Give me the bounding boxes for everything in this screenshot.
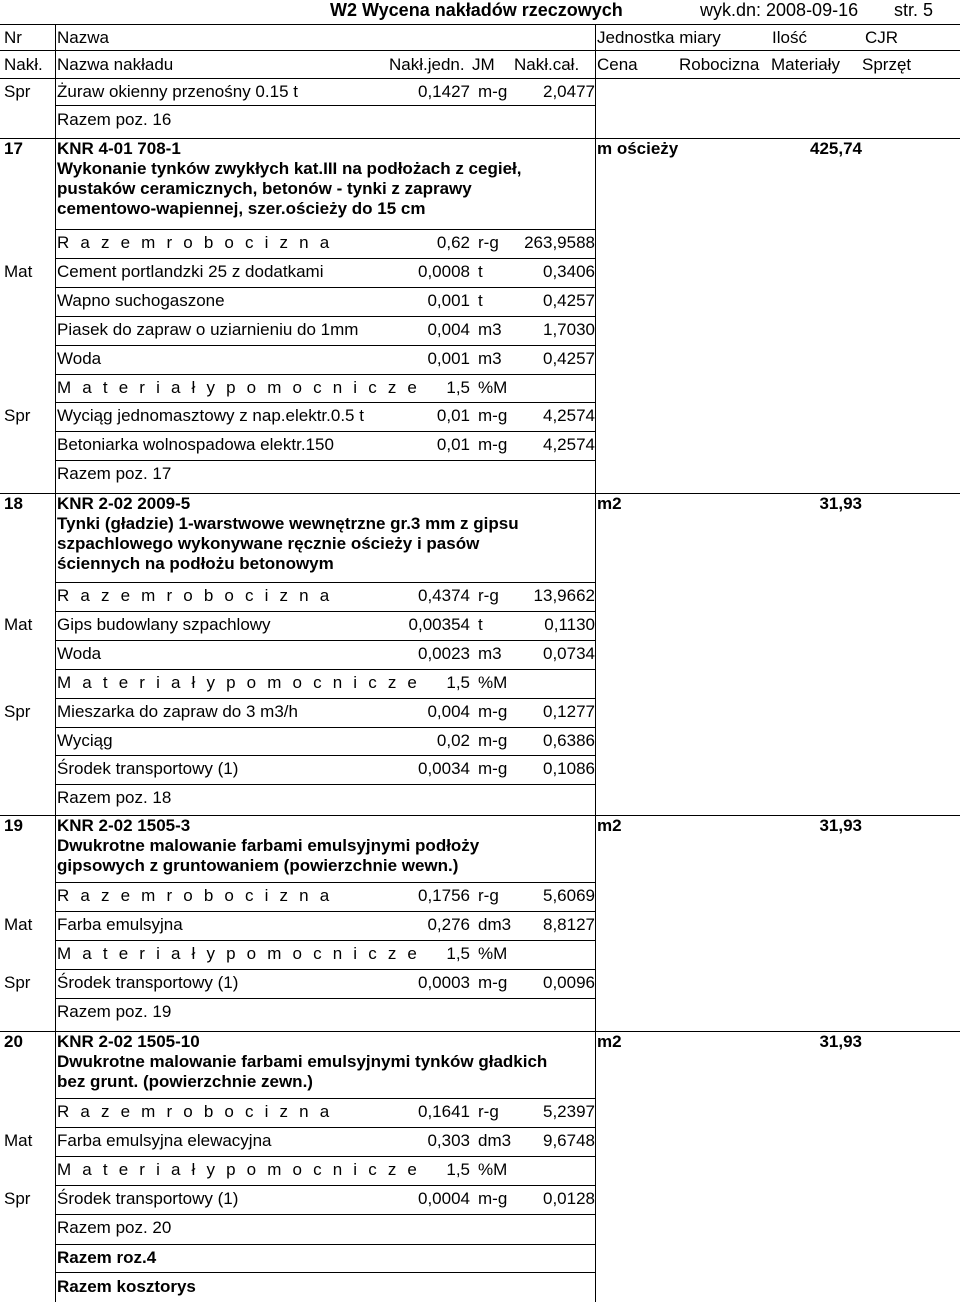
equipment-unit: m-g	[478, 759, 508, 779]
col-header-name: Nazwa	[57, 28, 109, 47]
equipment-unit: m-g	[478, 406, 508, 426]
estimate-total-label: Razem kosztorys	[57, 1277, 196, 1296]
col-header-price: Cena	[597, 55, 638, 74]
labor-unit: r-g	[478, 1102, 499, 1121]
equipment-total: 0,1086	[543, 759, 595, 779]
material-unit: t	[478, 290, 483, 310]
material-total: 0,4257	[543, 348, 595, 368]
equipment-unit: m-g	[478, 1188, 508, 1208]
auxiliary-materials-label: M a t e r i a ł y p o m o c n i c z e	[57, 1159, 421, 1179]
material-total: 9,6748	[543, 1130, 595, 1150]
material-total: 0,1130	[544, 614, 595, 634]
col-header-labor: Robocizna	[679, 55, 760, 74]
row-divider	[55, 1214, 595, 1215]
equipment-name: Betoniarka wolnospadowa elektr.150	[57, 435, 334, 455]
equipment-unit-qty: 0,004	[427, 701, 470, 721]
material-unit: m3	[478, 643, 502, 663]
row-divider	[55, 345, 595, 346]
equipment-type-label: Spr	[4, 701, 31, 721]
col-header-resource-name: Nazwa nakładu	[57, 55, 174, 74]
labor-unit: r-g	[478, 233, 499, 252]
position-number: 19	[4, 816, 23, 835]
row-divider	[55, 105, 595, 106]
labor-unit-qty: 0,62	[436, 233, 470, 252]
page-number: str. 5	[894, 0, 934, 20]
labor-unit-qty: 0,1756	[418, 886, 470, 905]
col-header-total-qty: Nakł.cał.	[514, 55, 580, 74]
header-bottom-rule	[0, 78, 960, 79]
row-divider	[55, 287, 595, 288]
position-number: 20	[4, 1032, 23, 1051]
position-description: pustaków ceramicznych, betonów - tynki z zaprawy	[57, 179, 472, 198]
row-divider	[55, 258, 595, 259]
position-sum-label: Razem poz. 16	[57, 110, 172, 129]
equipment-unit-qty: 0,01	[436, 406, 470, 426]
material-total: 1,7030	[543, 319, 595, 339]
position-description: Dwukrotne malowanie farbami emulsyjnymi podłoży	[57, 836, 480, 855]
col-header-nr: Nr	[4, 28, 22, 47]
equipment-name: Środek transportowy (1)	[57, 972, 239, 992]
equipment-unit: m-g	[478, 435, 508, 455]
equipment-total: 4,2574	[543, 406, 595, 426]
equipment-unit-qty: 0,0003	[418, 972, 470, 992]
auxiliary-materials-label: M a t e r i a ł y p o m o c n i c z e	[57, 377, 421, 397]
position-number: 18	[4, 494, 23, 513]
material-name: Farba emulsyjna	[57, 914, 183, 934]
material-total: 0,3406	[543, 261, 595, 281]
row-divider	[55, 316, 595, 317]
row-divider	[55, 611, 595, 612]
chapter-sum-label: Razem roz.4	[57, 1248, 157, 1267]
labor-unit: r-g	[478, 586, 499, 605]
equipment-unit-qty: 0,01	[436, 435, 470, 455]
equipment-type-label: Spr	[4, 82, 31, 101]
equipment-unit: m-g	[478, 972, 508, 992]
equipment-unit-qty: 0,02	[436, 730, 470, 750]
labor-total-label: R a z e m r o b o c i z n a	[57, 586, 333, 605]
material-name: Woda	[57, 643, 102, 663]
execution-date: wyk.dn: 2008-09-16	[700, 0, 859, 20]
position-catalog-code: KNR 2-02 2009-5	[57, 494, 191, 513]
equipment-unit-qty: 0,1427	[418, 82, 470, 101]
position-quantity: 31,93	[819, 1032, 862, 1051]
auxiliary-materials-unit: %M	[478, 943, 508, 963]
auxiliary-materials-unit: %M	[478, 672, 508, 692]
position-sum-label: Razem poz. 17	[57, 464, 172, 484]
auxiliary-materials-label: M a t e r i a ł y p o m o c n i c z e	[57, 672, 421, 692]
equipment-unit: m-g	[478, 730, 508, 750]
material-unit: dm3	[478, 1130, 512, 1150]
position-description: szpachlowego wykonywane ręcznie ościeży i pasów	[57, 534, 480, 553]
unit-column-divider	[595, 24, 596, 1302]
labor-total-label: R a z e m r o b o c i z n a	[57, 886, 333, 905]
row-divider	[55, 1156, 595, 1157]
equipment-name: Środek transportowy (1)	[57, 759, 239, 779]
material-unit-qty: 0,276	[427, 914, 470, 934]
material-name: Cement portlandzki 25 z dodatkami	[57, 261, 324, 281]
equipment-name: Wyciąg	[57, 730, 113, 750]
material-unit: t	[478, 614, 483, 634]
col-header-quantity: Ilość	[772, 28, 807, 47]
auxiliary-materials-unit-qty: 1,5	[446, 1159, 470, 1179]
equipment-name: Wyciąg jednomasztowy z nap.elektr.0.5 t	[57, 406, 364, 426]
row-divider	[55, 784, 595, 785]
labor-total: 5,2397	[543, 1102, 595, 1121]
equipment-total: 4,2574	[543, 435, 595, 455]
equipment-total: 0,6386	[543, 730, 595, 750]
equipment-unit-qty: 0,0004	[418, 1188, 470, 1208]
header-mid-rule	[0, 50, 960, 51]
col-header-jm: JM	[472, 55, 495, 74]
equipment-total: 0,0128	[543, 1188, 595, 1208]
material-name: Piasek do zapraw o uziarnieniu do 1mm	[57, 319, 359, 339]
auxiliary-materials-unit-qty: 1,5	[446, 672, 470, 692]
row-divider	[55, 1272, 595, 1273]
row-divider	[55, 640, 595, 641]
auxiliary-materials-unit-qty: 1,5	[446, 943, 470, 963]
position-description: cementowo-wapiennej, szer.ościeży do 15 cm	[57, 199, 426, 218]
position-description: Wykonanie tynków zwykłych kat.III na podłożach z cegieł,	[57, 159, 522, 178]
col-header-nakl: Nakł.	[4, 55, 43, 74]
auxiliary-materials-unit-qty: 1,5	[446, 377, 470, 397]
position-catalog-code: KNR 4-01 708-1	[57, 139, 181, 158]
row-divider	[55, 998, 595, 999]
labor-total-label: R a z e m r o b o c i z n a	[57, 233, 333, 252]
col-header-unit-qty: Nakł.jedn.	[389, 55, 465, 74]
material-unit: dm3	[478, 914, 512, 934]
material-name: Farba emulsyjna elewacyjna	[57, 1130, 272, 1150]
row-divider	[55, 1127, 595, 1128]
row-divider	[55, 669, 595, 670]
header-top-rule	[0, 24, 960, 25]
position-unit: m ościeży	[597, 139, 679, 158]
labor-total: 5,6069	[543, 886, 595, 905]
material-unit-qty: 0,004	[427, 319, 470, 339]
col-header-equipment: Sprzęt	[862, 55, 912, 74]
position-catalog-code: KNR 2-02 1505-10	[57, 1032, 200, 1051]
material-unit: t	[478, 261, 483, 281]
row-divider	[55, 402, 595, 403]
material-unit-qty: 0,0008	[418, 261, 470, 281]
row-divider	[55, 755, 595, 756]
material-unit-qty: 0,001	[427, 290, 470, 310]
position-quantity: 425,74	[810, 139, 862, 158]
position-number: 17	[4, 139, 23, 158]
position-description: ściennych na podłożu betonowym	[57, 554, 334, 573]
row-divider	[55, 1098, 595, 1099]
position-description: Dwukrotne malowanie farbami emulsyjnymi tynków gładkich	[57, 1052, 548, 1071]
position-catalog-code: KNR 2-02 1505-3	[57, 816, 191, 835]
equipment-unit-qty: 0,0034	[418, 759, 470, 779]
position-quantity: 31,93	[819, 816, 862, 835]
auxiliary-materials-unit: %M	[478, 1159, 508, 1179]
page-title: W2 Wycena nakładów rzeczowych	[330, 0, 623, 20]
material-name: Wapno suchogaszone	[57, 290, 225, 310]
material-unit-qty: 0,0023	[418, 643, 470, 663]
row-divider	[55, 582, 595, 583]
material-total: 0,4257	[543, 290, 595, 310]
equipment-total: 0,0096	[543, 972, 595, 992]
row-divider	[55, 882, 595, 883]
position-unit: m2	[597, 494, 622, 513]
position-sum-label: Razem poz. 19	[57, 1001, 172, 1021]
equipment-name: Środek transportowy (1)	[57, 1188, 239, 1208]
equipment-total: 2,0477	[543, 82, 595, 101]
row-divider	[55, 460, 595, 461]
material-name: Gips budowlany szpachlowy	[57, 614, 271, 634]
labor-total: 13,9662	[533, 586, 595, 605]
position-unit: m2	[597, 816, 622, 835]
equipment-type-label: Spr	[4, 406, 31, 426]
equipment-type-label: Spr	[4, 1188, 31, 1208]
position-description: bez grunt. (powierzchnie zewn.)	[57, 1072, 313, 1091]
material-unit-qty: 0,303	[427, 1130, 470, 1150]
material-name: Woda	[57, 348, 102, 368]
row-divider	[55, 374, 595, 375]
equipment-unit: m-g	[478, 701, 508, 721]
material-unit: m3	[478, 319, 502, 339]
equipment-name: Żuraw okienny przenośny 0.15 t	[57, 82, 298, 101]
row-divider	[55, 1244, 595, 1245]
equipment-total: 0,1277	[543, 701, 595, 721]
equipment-type-label: Spr	[4, 972, 31, 992]
auxiliary-materials-label: M a t e r i a ł y p o m o c n i c z e	[57, 943, 421, 963]
col-header-materials: Materiały	[771, 55, 840, 74]
equipment-unit: m-g	[478, 82, 508, 101]
labor-unit: r-g	[478, 886, 499, 905]
row-divider	[55, 940, 595, 941]
labor-unit-qty: 0,1641	[418, 1102, 470, 1121]
row-divider	[55, 431, 595, 432]
position-description: gipsowych z gruntowaniem (powierzchnie wewn.)	[57, 856, 459, 875]
material-type-label: Mat	[4, 1130, 33, 1150]
labor-unit-qty: 0,4374	[418, 586, 470, 605]
equipment-name: Mieszarka do zapraw do 3 m3/h	[57, 701, 298, 721]
labor-total-label: R a z e m r o b o c i z n a	[57, 1102, 333, 1121]
row-divider	[55, 727, 595, 728]
auxiliary-materials-unit: %M	[478, 377, 508, 397]
material-type-label: Mat	[4, 261, 33, 281]
material-unit-qty: 0,00354	[408, 614, 470, 634]
row-divider	[55, 1185, 595, 1186]
position-unit: m2	[597, 1032, 622, 1051]
position-sum-label: Razem poz. 18	[57, 788, 172, 808]
material-type-label: Mat	[4, 914, 33, 934]
position-quantity: 31,93	[819, 494, 862, 513]
material-total: 8,8127	[543, 914, 595, 934]
position-sum-label: Razem poz. 20	[57, 1217, 172, 1237]
row-divider	[55, 969, 595, 970]
col-header-unit: Jednostka miary	[597, 28, 721, 47]
row-divider	[55, 911, 595, 912]
material-total: 0,0734	[543, 643, 595, 663]
row-divider	[55, 229, 595, 230]
material-type-label: Mat	[4, 614, 33, 634]
row-divider	[55, 698, 595, 699]
material-unit-qty: 0,001	[427, 348, 470, 368]
position-description: Tynki (gładzie) 1-warstwowe wewnętrzne gr.3 mm z gipsu	[57, 514, 519, 533]
labor-total: 263,9588	[524, 233, 595, 252]
name-column-divider	[55, 24, 56, 1302]
material-unit: m3	[478, 348, 502, 368]
col-header-cjr: CJR	[865, 28, 899, 47]
